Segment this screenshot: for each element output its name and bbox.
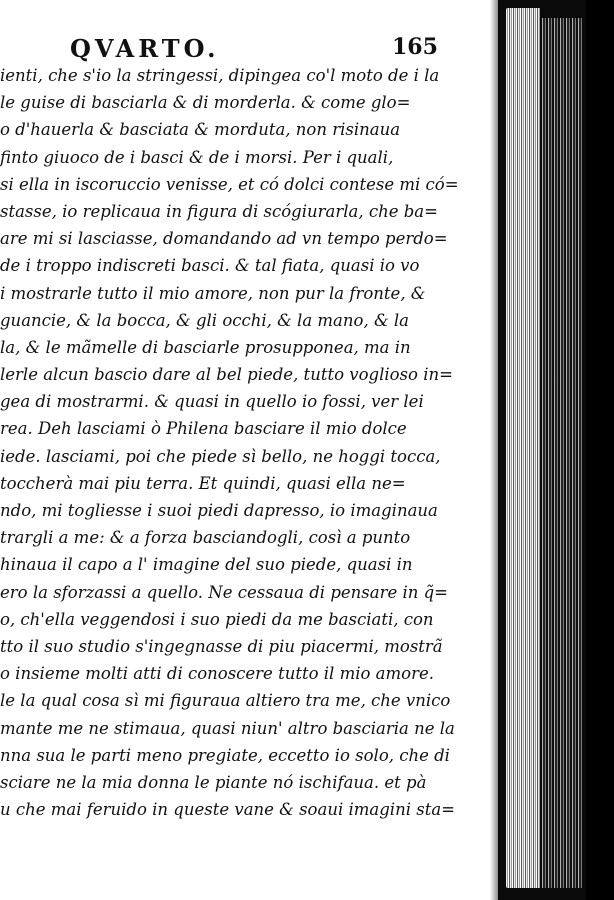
text-line: stasse, io replicaua in figura di scógiurarla, che ba= — [0, 201, 438, 221]
text-line: o insieme molti atti di conoscere tutto il mio amore. — [0, 664, 434, 684]
text-line: de i troppo indiscreti basci. & tal fiata, quasi io vo — [0, 256, 420, 276]
text-line: tto il suo studio s'ingegnasse di piu piacermi, mostrã — [0, 636, 443, 656]
text-line: gea di mostrarmi. & quasi in quello io fossi, ver lei — [0, 392, 424, 412]
text-line: i mostrarle tutto il mio amore, non pur la fronte, & — [0, 283, 426, 303]
text-line: rea. Deh lasciami ò Philena basciare il mio dolce — [0, 419, 407, 439]
text-line: guancie, & la bocca, & gli occhi, & la mano, & la — [0, 310, 409, 330]
book-cover-edge — [586, 0, 614, 900]
page-stack-edge-inner — [542, 18, 582, 888]
text-line: toccherà mai piu terra. Et quindi, quasi ella ne= — [0, 473, 406, 493]
text-line: lerle alcun bascio dare al bel piede, tutto voglioso in= — [0, 365, 453, 385]
text-line: si ella in iscoruccio venisse, et có dolci contese mi có= — [0, 174, 459, 194]
text-line: o, ch'ella veggendosi i suo piedi da me basciati, con — [0, 609, 434, 629]
text-line: nna sua le parti meno pregiate, eccetto io solo, che di — [0, 745, 450, 765]
text-line: trargli a me: & a forza basciandogli, così a punto — [0, 528, 411, 548]
text-line: sciare ne la mia donna le piante nó ischifaua. et pà — [0, 772, 427, 792]
page-number: 165 — [392, 34, 438, 60]
text-line: le la qual cosa sì mi figuraua altiero tra me, che vnico — [0, 691, 451, 711]
text-line: mante me ne stimaua, quasi niun' altro basciaria ne la — [0, 718, 455, 738]
text-line: la, & le mãmelle di basciarle prosupponea, ma in — [0, 337, 411, 357]
text-line: ndo, mi togliesse i suoi piedi dapresso, io imaginaua — [0, 501, 438, 520]
text-line: iede. lasciami, poi che piede sì bello, ne hoggi tocca, — [0, 446, 441, 466]
text-block — [0, 62, 498, 823]
text-line: hinaua il capo a l' imagine del suo piede, quasi in — [0, 555, 413, 575]
text-line: le guise di basciarla & di morderla. & come glo= — [0, 93, 411, 113]
text-line: o d'hauerla & basciata & morduta, non risinaua — [0, 120, 401, 140]
text-line: ero la sforzassi a quello. Ne cessaua di pensare in q̃= — [0, 582, 449, 602]
text-line: ienti, che s'io la stringessi, dipingea co'l moto de i la — [0, 66, 440, 85]
book-fore-edge — [498, 0, 614, 900]
text-line: are mi si lasciasse, domandando ad vn tempo perdo= — [0, 229, 448, 249]
text-line: u che mai feruido in queste vane & soaui imagini sta= — [0, 800, 455, 820]
page-stack-edge — [506, 8, 540, 888]
running-head: QVARTO. — [70, 34, 220, 63]
text-line: finto giuoco de i basci & de i morsi. Per i quali, — [0, 147, 394, 167]
